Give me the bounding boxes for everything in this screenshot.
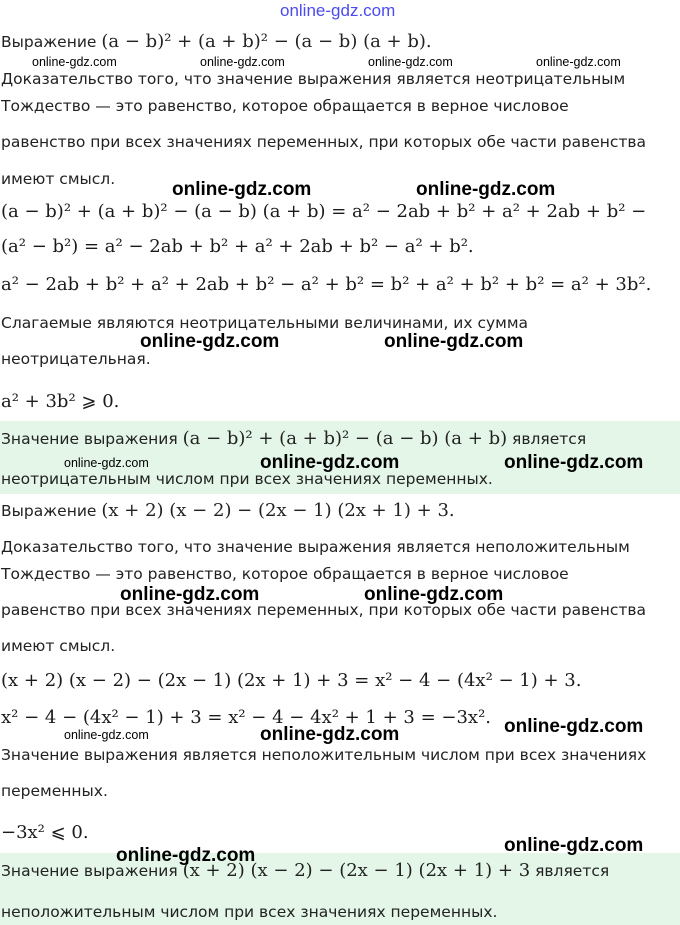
inequality-2: −3x² ⩽ 0. <box>1 822 89 843</box>
expression-formula-2: (x + 2) (x − 2) − (2x − 1) (2x + 1) + 3. <box>101 500 455 521</box>
watermark-large: online-gdz.com <box>416 179 556 200</box>
identity-definition-line-2: равенство при всех значениях переменных, при которых обе части равенства <box>1 133 647 151</box>
math-line-4: (x + 2) (x − 2) − (2x − 1) (2x + 1) + 3 = x² − 4 − (4x² − 1) + 3. <box>1 670 582 691</box>
expression-heading-2: Выражение (x + 2) (x − 2) − (2x − 1) (2x + 1) + 3. <box>1 500 455 521</box>
math-line-1: (a − b)² + (a + b)² − (a − b) (a + b) = a² − 2ab + b² + a² + 2ab + b² − <box>1 201 647 222</box>
identity-definition-line-1: Тождество — это равенство, которое обращается в верное числовое <box>1 97 569 115</box>
watermark-small: online-gdz.com <box>536 55 621 69</box>
terms-note-line-1: Слагаемые являются неотрицательными величинами, их сумма <box>1 314 529 332</box>
watermark-small: online-gdz.com <box>368 55 453 69</box>
math-line-5: x² − 4 − (4x² − 1) + 3 = x² − 4 − 4x² + 1 + 3 = −3x². <box>1 707 492 728</box>
watermark-large: online-gdz.com <box>172 179 312 200</box>
conclusion-formula-1: (a − b)² + (a + b)² − (a − b) (a + b) <box>182 428 508 449</box>
watermark-small: online-gdz.com <box>64 728 149 742</box>
watermark-small: online-gdz.com <box>200 55 285 69</box>
math-line-2: (a² − b²) = a² − 2ab + b² + a² + 2ab + b² − a² + b². <box>1 236 474 257</box>
watermark-large: online-gdz.com <box>364 584 504 605</box>
watermark-large: online-gdz.com <box>504 452 644 473</box>
identity-definition-line-5: равенство при всех значениях переменных, при которых обе части равенства <box>1 601 647 619</box>
watermark-large: online-gdz.com <box>140 331 280 352</box>
watermark-large: online-gdz.com <box>260 452 400 473</box>
site-watermark-top[interactable]: online-gdz.com <box>280 1 396 20</box>
watermark-small: online-gdz.com <box>32 55 117 69</box>
conclusion-formula-2: (x + 2) (x − 2) − (2x − 1) (2x + 1) + 3 <box>182 860 531 881</box>
conclusion-line-3: Значение выражения (x + 2) (x − 2) − (2x − 1) (2x + 1) + 3 является <box>1 860 610 881</box>
conclusion-line-2: неотрицательным числом при всех значениях переменных. <box>1 470 493 488</box>
watermark-large: online-gdz.com <box>260 724 400 745</box>
watermark-large: online-gdz.com <box>504 835 644 856</box>
watermark-large: online-gdz.com <box>120 584 260 605</box>
watermark-large: online-gdz.com <box>504 716 644 737</box>
terms-note-line-2: неотрицательная. <box>1 350 151 368</box>
identity-definition-line-3: имеют смысл. <box>1 170 116 188</box>
watermark-large: online-gdz.com <box>116 845 256 866</box>
inequality-1: a² + 3b² ⩾ 0. <box>1 391 120 412</box>
conclusion-line-1: Значение выражения (a − b)² + (a + b)² − (a − b) (a + b) является <box>1 428 587 449</box>
watermark-large: online-gdz.com <box>384 331 524 352</box>
identity-definition-line-4: Тождество — это равенство, которое обращается в верное числовое <box>1 565 569 583</box>
expression-formula-1: (a − b)² + (a + b)² − (a − b) (a + b). <box>101 31 432 52</box>
expression-heading-1: Выражение (a − b)² + (a + b)² − (a − b) (a + b). <box>1 31 432 52</box>
identity-definition-line-6: имеют смысл. <box>1 637 116 655</box>
proof-title-2: Доказательство того, что значение выражения является неположительным <box>1 538 630 556</box>
math-line-3: a² − 2ab + b² + a² + 2ab + b² − a² + b² = b² + a² + b² + b² = a² + 3b². <box>1 274 652 295</box>
nonpositive-note-line-2: переменных. <box>1 782 108 800</box>
conclusion-line-4: неположительным числом при всех значениях переменных. <box>1 903 498 921</box>
proof-title-1: Доказательство того, что значение выражения является неотрицательным <box>1 70 626 88</box>
watermark-small: online-gdz.com <box>64 456 149 470</box>
nonpositive-note-line-1: Значение выражения является неположительным числом при всех значениях <box>1 746 647 764</box>
